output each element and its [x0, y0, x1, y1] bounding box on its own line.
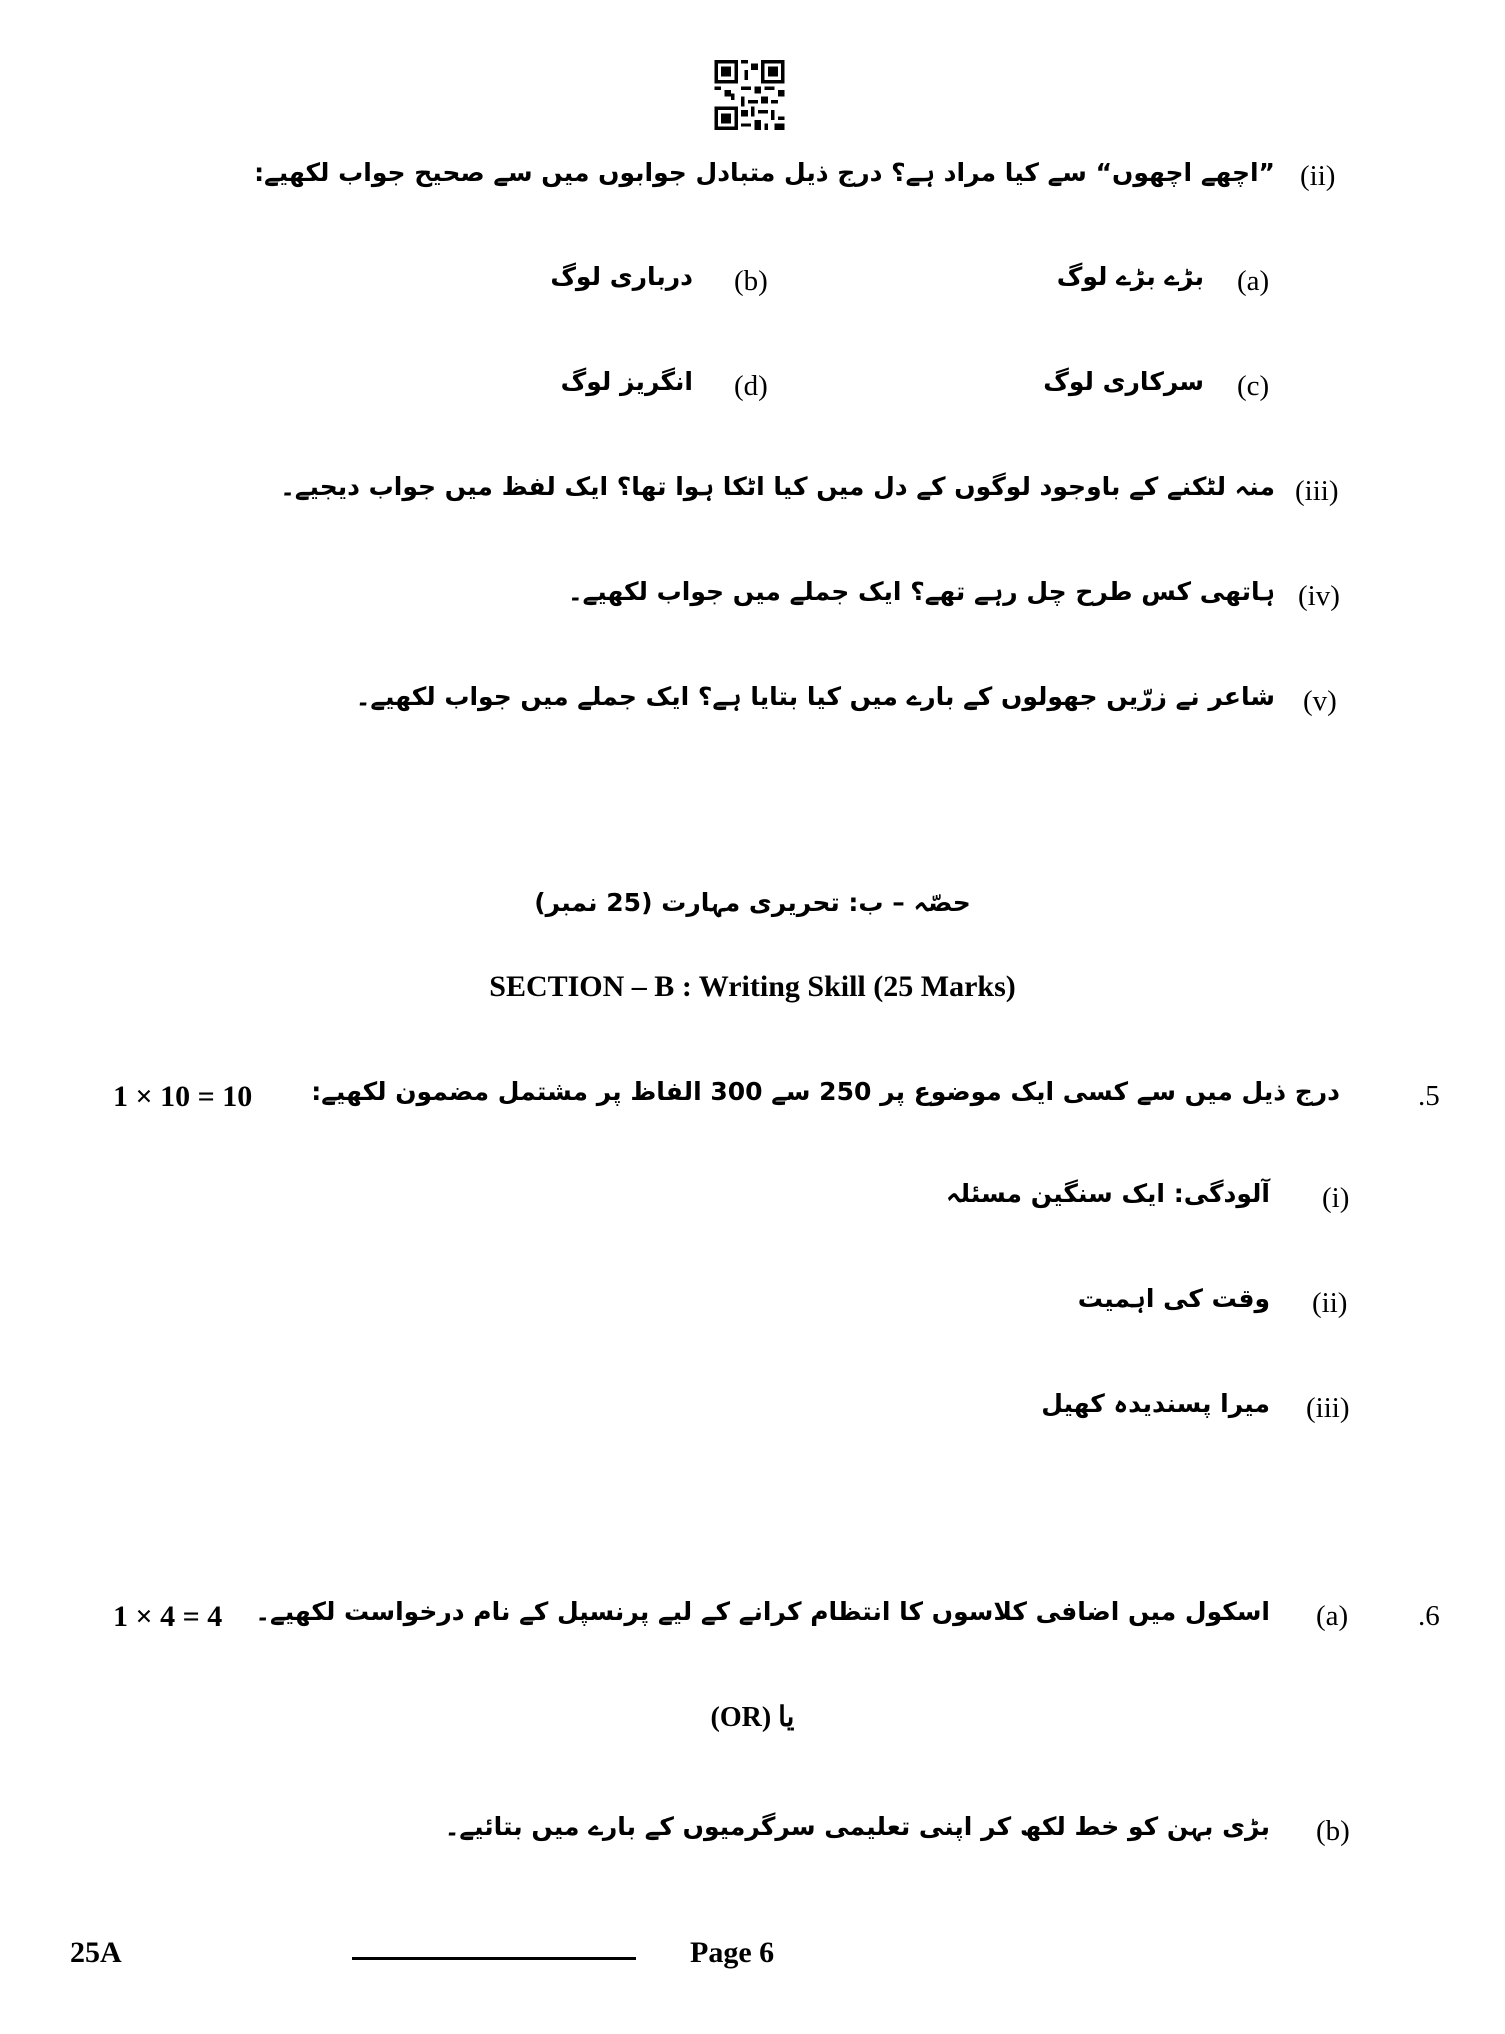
q5-option-i-text: آلودگی: ایک سنگین مسئلہ — [946, 1179, 1270, 1208]
q5-option-ii-text: وقت کی اہمیت — [1077, 1284, 1270, 1313]
q6-number: .6 — [1418, 1600, 1440, 1632]
q4-ii-text: ”اچھے اچھوں“ سے کیا مراد ہے؟ درج ذیل متبادل جوابوں میں سے صحیح جواب لکھیے: — [254, 158, 1275, 187]
footer-divider — [352, 1957, 636, 1960]
q4-iii-text: منہ لٹکنے کے باوجود لوگوں کے دل میں کیا اٹکا ہوا تھا؟ ایک لفظ میں جواب دیجیے۔ — [280, 472, 1275, 501]
q5-number: .5 — [1418, 1080, 1440, 1112]
q6-b-text: بڑی بہن کو خط لکھ کر اپنی تعلیمی سرگرمیوں کے بارے میں بتائیے۔ — [444, 1812, 1270, 1841]
q5-option-iii-text: میرا پسندیدہ کھیل — [1041, 1389, 1270, 1418]
q6-a-label: (a) — [1316, 1600, 1349, 1632]
qr-code-icon — [713, 60, 786, 130]
q4-v-label: (v) — [1303, 685, 1337, 717]
q5-option-iii-label: (iii) — [1306, 1392, 1350, 1424]
q5-option-ii-label: (ii) — [1312, 1287, 1348, 1319]
q6-a-text: اسکول میں اضافی کلاسوں کا انتظام کرانے کے لیے پرنسپل کے نام درخواست لکھیے۔ — [255, 1597, 1270, 1626]
section-b-english-title: SECTION – B : Writing Skill (25 Marks) — [489, 970, 1016, 1003]
q4-ii-option-a-label: (a) — [1237, 265, 1270, 297]
q4-ii-option-c-label: (c) — [1237, 370, 1270, 402]
q4-ii-option-b-label: (b) — [734, 265, 768, 297]
q4-ii-option-b-text: درباری لوگ — [550, 262, 693, 291]
q6-marks: 1 × 4 = 4 — [113, 1600, 223, 1633]
q4-ii-option-d-text: انگریز لوگ — [560, 367, 693, 396]
q6-or-separator: یا (OR) — [710, 1702, 795, 1733]
q4-ii-option-c-text: سرکاری لوگ — [1043, 367, 1204, 396]
q6-b-label: (b) — [1316, 1815, 1350, 1847]
section-b-urdu-title: حصّہ – ب: تحریری مہارت (25 نمبر) — [534, 888, 971, 917]
q5-text: درج ذیل میں سے کسی ایک موضوع پر 250 سے 300 الفاظ پر مشتمل مضمون لکھیے: — [311, 1077, 1340, 1106]
q5-marks: 1 × 10 = 10 — [113, 1080, 253, 1113]
q5-option-i-label: (i) — [1322, 1182, 1350, 1214]
q4-v-text: شاعر نے زرّیں جھولوں کے بارے میں کیا بتایا ہے؟ ایک جملے میں جواب لکھیے۔ — [355, 682, 1275, 711]
q4-ii-option-a-text: بڑے بڑے لوگ — [1056, 262, 1204, 291]
page-number: Page 6 — [690, 1936, 775, 1969]
q4-iii-label: (iii) — [1295, 475, 1339, 507]
q4-ii-option-d-label: (d) — [734, 370, 768, 402]
q4-ii-label: (ii) — [1300, 160, 1336, 192]
paper-code: 25A — [70, 1936, 122, 1969]
q4-iv-text: ہاتھی کس طرح چل رہے تھے؟ ایک جملے میں جواب لکھیے۔ — [568, 577, 1275, 606]
q4-iv-label: (iv) — [1298, 580, 1340, 612]
